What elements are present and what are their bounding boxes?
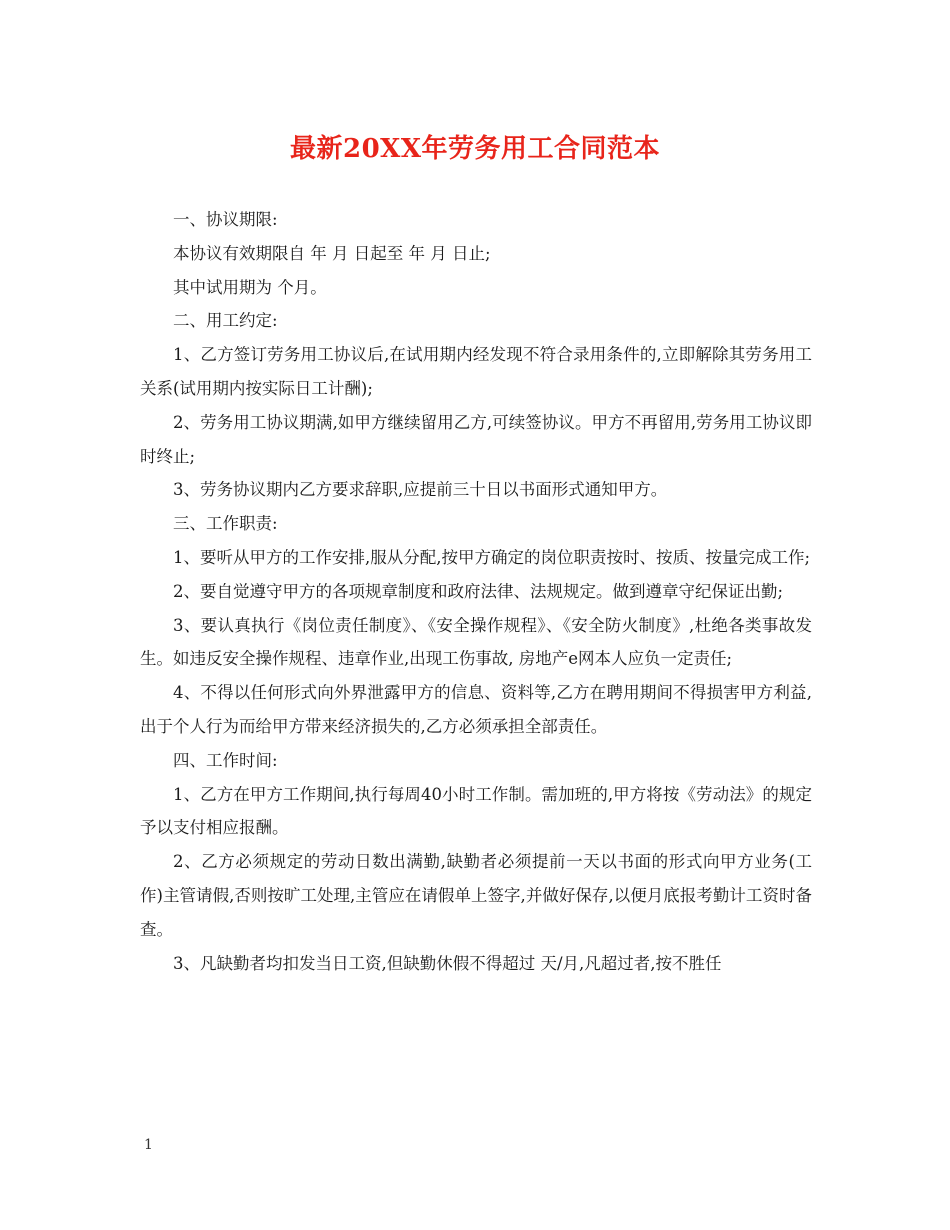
paragraph: 1、乙方签订劳务用工协议后,在试用期内经发现不符合录用条件的,立即解除其劳务用工关系(试用期内按实际日工计酬); <box>140 345 812 398</box>
paragraph: 本协议有效期限自 年 月 日起至 年 月 日止; <box>173 243 491 263</box>
paragraph: 3、劳务协议期内乙方要求辞职,应提前三十日以书面形式通知甲方。 <box>173 480 668 500</box>
paragraph: 3、凡缺勤者均扣发当日工资,但缺勤休假不得超过 天/月,凡超过者,按不胜任 <box>173 953 722 973</box>
section-heading: 一、协议期限: <box>173 210 278 229</box>
section-heading: 三、工作职责: <box>173 514 278 534</box>
paragraph: 1、要听从甲方的工作安排,服从分配,按甲方确定的岗位职责按时、按质、按量完成工作; <box>173 547 811 567</box>
document-body <box>140 203 812 980</box>
section-heading: 四、工作时间: <box>173 750 278 770</box>
paragraph: 4、不得以任何形式向外界泄露甲方的信息、资料等,乙方在聘用期间不得损害甲方利益,出于个人行为而给甲方带来经济损失的,乙方必须承担全部责任。 <box>140 683 812 736</box>
page-number: 1 <box>144 1137 153 1153</box>
paragraph: 2、乙方必须规定的劳动日数出满勤,缺勤者必须提前一天以书面的形式向甲方业务(工作)主管请假,否则按旷工处理,主管应在请假单上签字,并做好保存,以便月底报考勤计工资时备查。 <box>140 852 812 939</box>
paragraph: 其中试用期为 个月。 <box>173 277 327 297</box>
paragraph: 3、要认真执行《岗位责任制度》、《安全操作规程》、《安全防火制度》,杜绝各类事故发生。如违反安全操作规程、违章作业,出现工伤事故, 房地产e网本人应负一定责任; <box>140 615 812 669</box>
section-heading: 二、用工约定: <box>173 311 278 331</box>
paragraph: 1、乙方在甲方工作期间,执行每周40小时工作制。需加班的,甲方将按《劳动法》的规定予以支付相应报酬。 <box>140 784 812 838</box>
paragraph: 2、劳务用工协议期满,如甲方继续留用乙方,可续签协议。甲方不再留用,劳务用工协议即时终止; <box>140 412 812 466</box>
document-title: 最新20XX年劳务用工合同范本 <box>289 134 661 164</box>
paragraph: 2、要自觉遵守甲方的各项规章制度和政府法律、法规规定。做到遵章守纪保证出勤; <box>173 581 784 601</box>
